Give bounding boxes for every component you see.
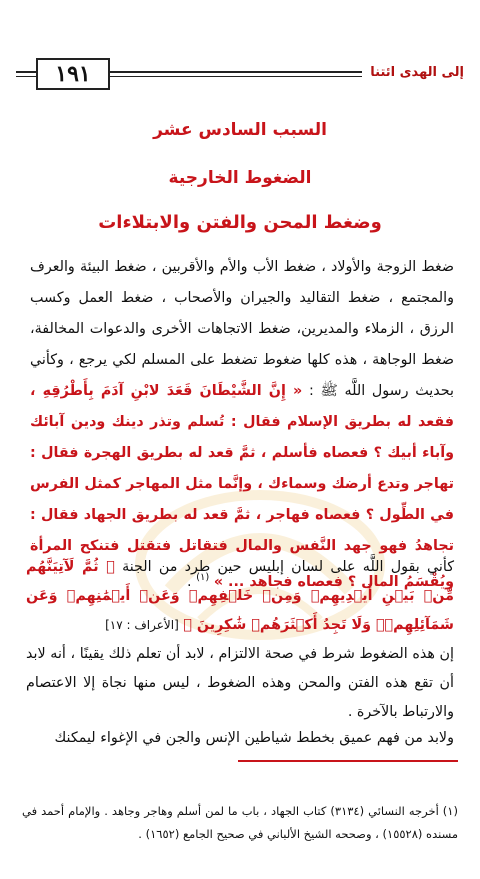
section-subtitle: الضغوط الخارجية	[168, 168, 312, 188]
body-end: .	[187, 573, 197, 590]
hadith-text: « إِنَّ الشَّيْطَانَ قَعَدَ لابْنِ آدَمَ بِأَطْرُقِهِ ، فقعد له بطريق الإسلام فقال : تُسلم وتذر دينك ودين آبائك وآباء أبيك ؟ فعصاه فأسلم ، ثمَّ قعد له بطريق الهجرة فقال : تهاجر وتدع أرضك وسماءك ، وإنَّما مثل المهاجر كمثل الفرس في الطِّول ؟ فعصاه فهاجر ، ثمَّ قعد له بطريق الجهاد فقال : تجاهدُ فهو جهد النَّفس والمال فتقاتل فتقتل فتنكح المرأة ويُقْسَمُ المال ؟ فعصاه فجاهد ... »	[30, 383, 454, 590]
main-paragraph	[30, 252, 454, 598]
section-subtitle-2: وضغط المحن والفتن والابتلاءات	[98, 212, 382, 233]
page-header	[16, 58, 464, 86]
section-title: السبب السادس عشر	[153, 120, 327, 140]
page-number: ١٩١	[36, 58, 110, 90]
verse-paragraph	[26, 553, 454, 727]
body-intro: ضغط الزوجة والأولاد ، ضغط الأب والأم والأقربين ، ضغط البيئة والعرف والمجتمع ، ضغط التقاليد والجيران والأصحاب ، ضغط العمل وكسب الرزق ، الزملاء والمديرين، ضغط الاتجاهات الأخرى والدعوات المخالفة، ضغط الوجاهة ، هذه كلها ضغوط تضغط على المسلم لكي يرجع ، وكأني بحديث رسول اللَّه ﷺ :	[30, 259, 454, 399]
paragraph-rest: إن هذه الضغوط شرط في صحة الالتزام ، لابد أن تعلم ذلك يقينًا ، أنه لابد أن تقع هذه الفتن والمحن وهذه الضغوط ، ليس منها نجاة إلا الاعتصام والارتباط بالآخرة .	[26, 646, 454, 720]
footnote-marker[interactable]: (١)	[196, 572, 210, 583]
running-title: إلى الهدى ائتنا	[362, 62, 464, 84]
verse-intro: كأني بقول اللَّه على لسان إبليس حين طرد من الجنة	[122, 559, 455, 575]
verse-reference: [الأعراف : ١٧]	[105, 618, 179, 632]
continuation-line: ولابد من فهم عميق بخطط شياطين الإنس والجن في الإغواء ليمكنك	[54, 730, 454, 746]
footnote: (١) أخرجه النسائي (٣١٣٤) كتاب الجهاد ، باب ما لمن أسلم وهاجر وجاهد . والإمام أحمد في مسنده (١٥٥٢٨) ، وصححه الشيخ الألباني في صحيح الجامع (١٦٥٢) .	[22, 804, 458, 841]
footnote-separator	[238, 760, 458, 762]
quran-verse: ﴿ ثُمَّ لَآتِيَنَّهُم مِّنۢ بَيۡنِ أَيۡدِيهِمۡ وَمِنۡ خَلۡفِهِمۡ وَعَنۡ أَيۡمَٰنِهِمۡ وَعَن شَمَآئِلِهِمۡۖ وَلَا تَجِدُ أَكۡثَرَهُمۡ شَٰكِرِينَ ﴾	[26, 559, 454, 633]
